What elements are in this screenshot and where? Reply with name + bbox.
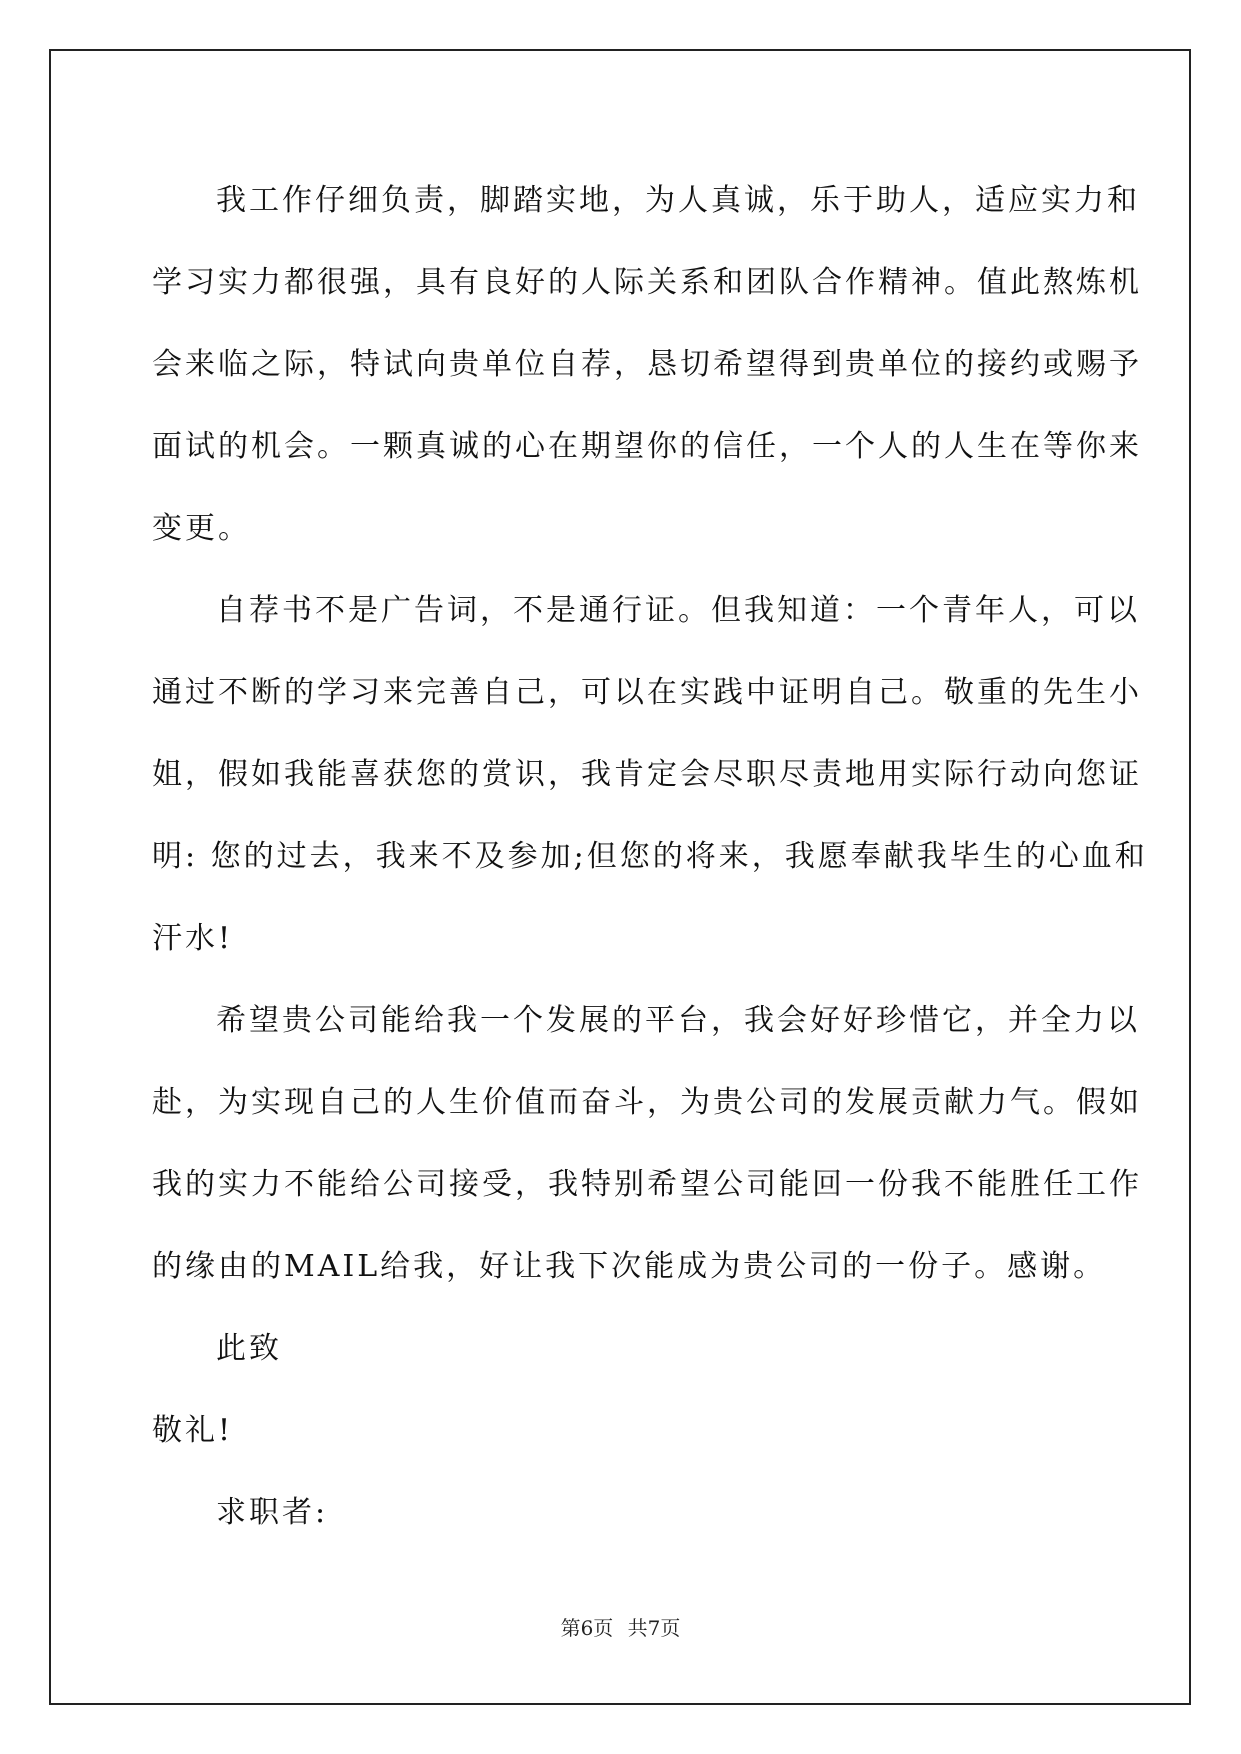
text-line: 赴，为实现自己的人生价值而奋斗，为贵公司的发展贡献力气。假如 xyxy=(152,1085,1142,1120)
paragraph-1 xyxy=(152,160,1142,570)
closing-salutation: 此致 xyxy=(216,1331,282,1366)
text-line: 会来临之际，特试向贵单位自荐，恳切希望得到贵单位的接约或赐予 xyxy=(152,347,1142,382)
text-line: 希望贵公司能给我一个发展的平台，我会好好珍惜它，并全力以 xyxy=(216,1003,1140,1038)
text-line: 自荐书不是广告词，不是通行证。但我知道：一个青年人，可以 xyxy=(216,593,1140,628)
paragraph-3 xyxy=(152,980,1142,1308)
page-number-total: 共7页 xyxy=(627,1616,681,1640)
closing-regards: 敬礼! xyxy=(152,1413,234,1448)
text-line: 我工作仔细负责，脚踏实地，为人真诚，乐于助人，适应实力和 xyxy=(216,183,1140,218)
text-line: 学习实力都很强，具有良好的人际关系和团队合作精神。值此熬炼机 xyxy=(152,265,1142,300)
text-line: 的缘由的MAIL给我，好让我下次能成为贵公司的一份子。感谢。 xyxy=(152,1249,1107,1284)
text-line: 面试的机会。一颗真诚的心在期望你的信任，一个人的人生在等你来 xyxy=(152,429,1142,464)
page-number-current: 第6页 xyxy=(560,1616,614,1640)
text-line: 通过不断的学习来完善自己，可以在实践中证明自己。敬重的先生小 xyxy=(152,675,1142,710)
applicant-signature-label: 求职者: xyxy=(216,1495,329,1530)
text-line: 变更。 xyxy=(152,511,251,546)
text-line: 姐，假如我能喜获您的赏识，我肯定会尽职尽责地用实际行动向您证 xyxy=(152,757,1142,792)
text-line: 我的实力不能给公司接受，我特别希望公司能回一份我不能胜任工作 xyxy=(152,1167,1142,1202)
letter-body xyxy=(152,160,1148,1554)
page-footer xyxy=(0,1612,1241,1641)
text-line: 汗水! xyxy=(152,921,234,956)
text-line: 明: 您的过去，我来不及参加;但您的将来，我愿奉献我毕生的心血和 xyxy=(152,839,1148,874)
paragraph-2 xyxy=(152,570,1148,980)
